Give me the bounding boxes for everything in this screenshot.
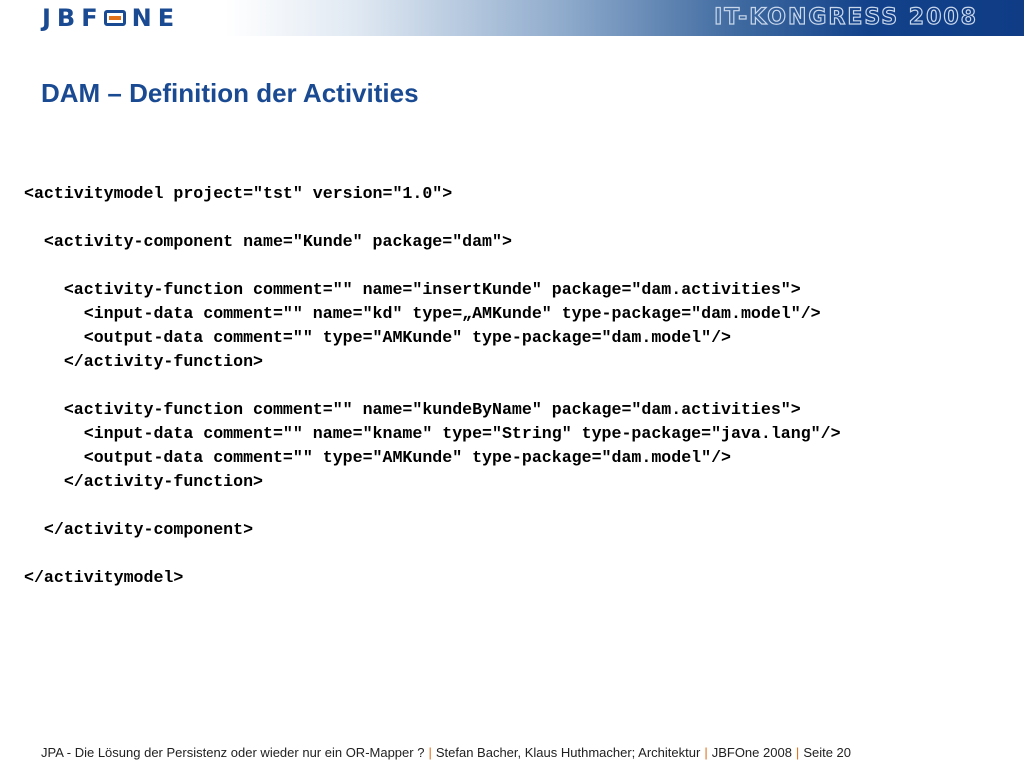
code-line: </activity-component> xyxy=(24,520,254,539)
code-line: <input-data comment="" name="kd" type=„AMKunde" type-package="dam.model"/> xyxy=(24,304,821,323)
header-bar xyxy=(0,0,1024,36)
code-line: </activity-function> xyxy=(24,352,263,371)
code-line xyxy=(24,206,841,230)
code-line: <activitymodel project="tst" version="1.0"> xyxy=(24,184,453,203)
code-line xyxy=(24,254,841,278)
code-line xyxy=(24,542,841,566)
code-line xyxy=(24,494,841,518)
footer xyxy=(41,745,851,760)
footer-separator: | xyxy=(704,745,708,760)
footer-authors: Stefan Bacher, Klaus Huthmacher; Architektur xyxy=(435,745,701,760)
code-line: <activity-function comment="" name="kundeByName" package="dam.activities"> xyxy=(24,400,801,419)
slide-title: DAM – Definition der Activities xyxy=(41,78,419,108)
code-line: <output-data comment="" type="AMKunde" type-package="dam.model"/> xyxy=(24,448,732,467)
event-label: IT-KONGRESS 2008 xyxy=(714,5,978,30)
code-line: <activity-function comment="" name="insertKunde" package="dam.activities"> xyxy=(24,280,801,299)
footer-event: JBFOne 2008 xyxy=(711,745,792,760)
code-line: <input-data comment="" name="kname" type="String" type-package="java.lang"/> xyxy=(24,424,841,443)
footer-separator: | xyxy=(795,745,800,760)
footer-separator: | xyxy=(428,745,432,760)
xml-code-block xyxy=(24,182,841,590)
footer-page-number: Seite 20 xyxy=(803,745,852,760)
code-line: <activity-component name="Kunde" package="dam"> xyxy=(24,232,512,251)
code-line: </activity-function> xyxy=(24,472,263,491)
code-line xyxy=(24,374,841,398)
footer-topic: JPA - Die Lösung der Persistenz oder wieder nur ein OR-Mapper ? xyxy=(41,745,425,760)
jbfone-logo: JBF NE xyxy=(42,4,181,32)
code-line: </activitymodel> xyxy=(24,568,184,587)
code-line: <output-data comment="" type="AMKunde" type-package="dam.model"/> xyxy=(24,328,732,347)
